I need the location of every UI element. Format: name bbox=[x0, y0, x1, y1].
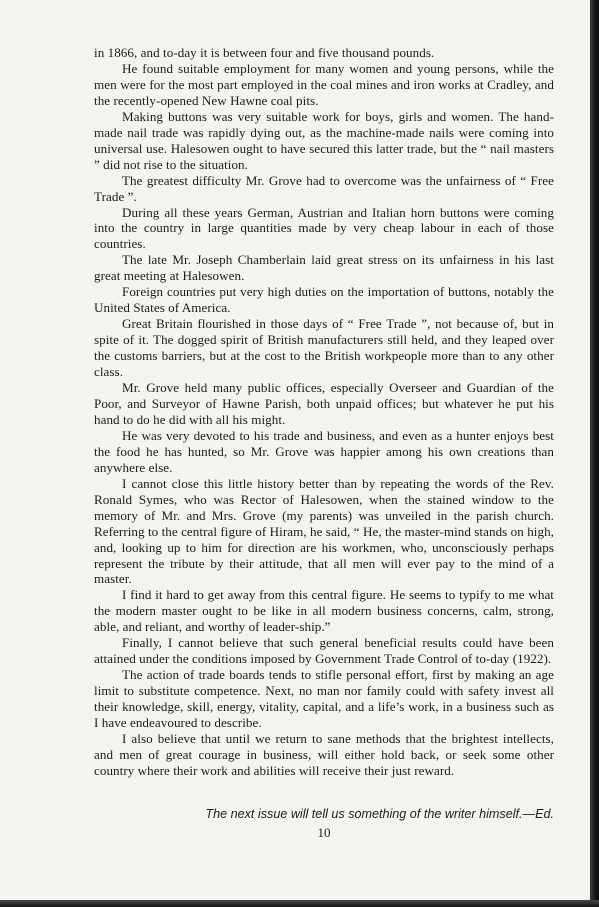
paragraph: I also believe that until we return to sane methods that the brightest intellects, and men of great courage in business, will either hold back, or seek some other country where their work and abilities will receive their just reward. bbox=[94, 730, 554, 778]
page-edge-shadow-right bbox=[590, 0, 599, 907]
paragraph: I find it hard to get away from this central figure. He seems to typify to me what the modern master ought to be like in all modern business concerns, calm, strong, able, and reliant, and worthy of leader-ship.” bbox=[94, 587, 554, 635]
paragraph: The late Mr. Joseph Chamberlain laid great stress on its unfairness in his last great meeting at Halesowen. bbox=[94, 252, 554, 284]
editor-note: The next issue will tell us something of the writer himself.—Ed. bbox=[205, 807, 554, 821]
paragraph: The action of trade boards tends to stifle personal effort, first by making an age limit to substitute competence. Next, no man nor family could with safety invest all their knowledge, skill, energy, vitality, capital, and a life’s work, in a business such as I have endeavoured to describe. bbox=[94, 667, 554, 731]
paragraph: Making buttons was very suitable work for boys, girls and women. The hand-made nail trade was rapidly dying out, as the machine-made nails were coming into universal use. Halesowen ought to have secured this latter trade, but the “ nail masters ” did not rise to the situation. bbox=[94, 108, 554, 172]
paragraph: Foreign countries put very high duties on the importation of buttons, notably the United States of America. bbox=[94, 284, 554, 316]
paragraph: He found suitable employment for many women and young persons, while the men were for the most part employed in the coal mines and iron works at Cradley, and the recently-opened New Hawne coal pits. bbox=[94, 60, 554, 108]
page-number: 10 bbox=[317, 825, 331, 840]
paragraph: He was very devoted to his trade and business, and even as a hunter enjoys best the food he has hunted, so Mr. Grove was happier among his own creations than anywhere else. bbox=[94, 427, 554, 475]
body-text bbox=[94, 45, 554, 779]
paragraph: in 1866, and to-day it is between four and five thousand pounds. bbox=[94, 45, 435, 60]
paragraph: Mr. Grove held many public offices, especially Overseer and Guardian of the Poor, and Surveyor of Hawne Parish, both unpaid offices; but whatever he put his hand to do he did with all his might. bbox=[94, 380, 554, 427]
page-edge-shadow-bottom bbox=[0, 900, 599, 907]
paragraph: During all these years German, Austrian and Italian horn buttons were coming into the country in large quantities made by very cheap labour in each of those countries. bbox=[94, 204, 554, 252]
paragraph: I cannot close this little history better than by repeating the words of the Rev. Ronald Symes, who was Rector of Halesowen, when the stained window to the memory of Mr. and Mrs. Grove (my parents) was unveiled in the parish church. Referring to the central figure of Hiram, he said, “ He, the master-mind stands on high, and, looking up to him for direction are his workmen, who, unconsciously perhaps represent the tribute by their attitude, that all men will ever pay to the mind of a master. bbox=[94, 475, 554, 587]
paragraph: The greatest difficulty Mr. Grove had to overcome was the unfairness of “ Free Trade ”. bbox=[94, 172, 554, 204]
paragraph: Finally, I cannot believe that such general beneficial results could have been attained under the conditions imposed by Government Trade Control of to-day (1922). bbox=[94, 635, 554, 667]
paragraph: Great Britain flourished in those days of “ Free Trade ”, not because of, but in spite of it. The dogged spirit of British manufacturers still held, and they leaped over the customs barriers, but at the cost to the British workpeople more than to any other class. bbox=[94, 316, 554, 380]
